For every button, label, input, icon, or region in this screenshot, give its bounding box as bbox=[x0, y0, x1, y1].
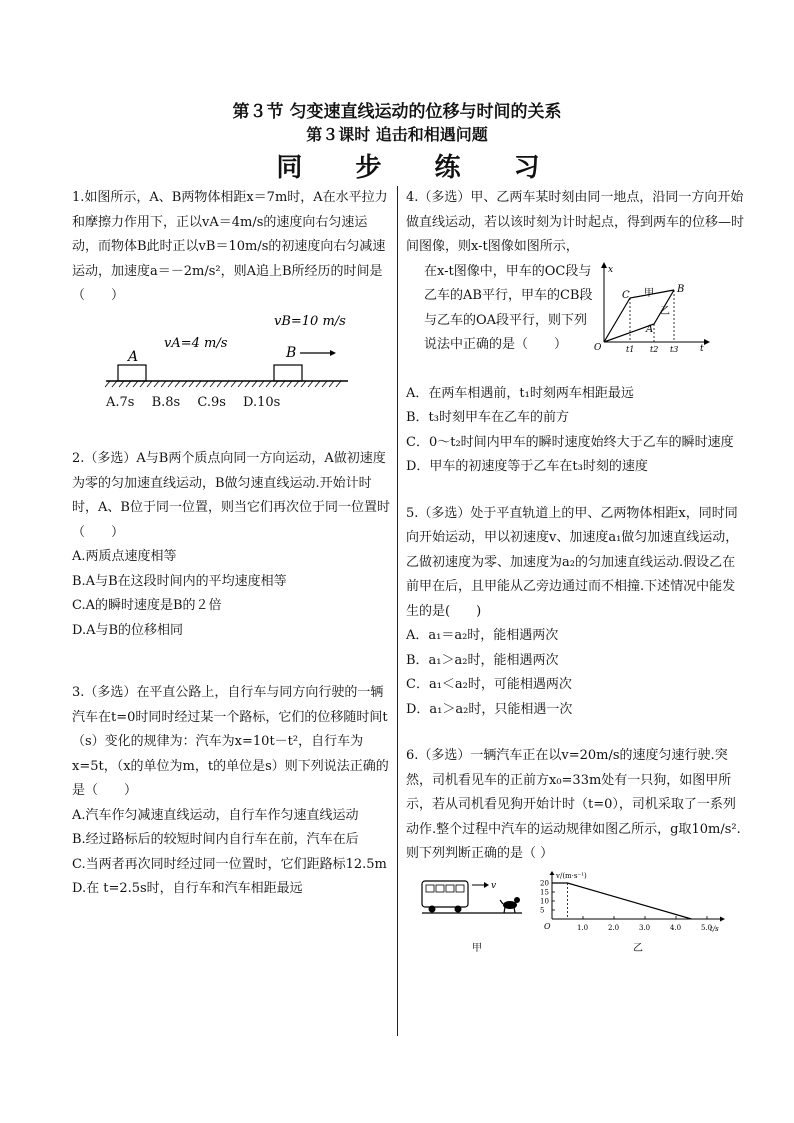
section-heading: 同 步 练 习 bbox=[276, 153, 562, 183]
figure-yi-label: 乙 bbox=[633, 942, 643, 954]
question-1-options: A.7s B.8s C.9s D.10s bbox=[106, 394, 281, 410]
yi-label: 乙 bbox=[660, 305, 670, 317]
question-3-text: 3.（多选）在平直公路上，自行车与同方向行驶的一辆汽车在t=0时同时经过某一个路标，它们的位移随时间t（s）变化的规律为：汽车为x=10t－t²，自行车为x=5t，（x的单位为m，t的单位是s）则下列说法正确的是（ ） bbox=[72, 685, 389, 798]
vt-xtick-label: 2.0 bbox=[608, 923, 620, 932]
q5-option-a: A．a₁＝a₂时，能相遇两次 bbox=[406, 628, 559, 643]
vt-origin: O bbox=[544, 921, 551, 931]
t-axis-label: t bbox=[700, 343, 704, 352]
question-4-graph bbox=[592, 262, 710, 352]
q2-option-d: D.A与B的位移相同 bbox=[72, 622, 184, 638]
q4-option-c: C．0～t₂时间内甲车的瞬时速度始终大于乙车的瞬时速度 bbox=[406, 434, 734, 450]
q2-option-b: B.A与B在这段时间内的平均速度相等 bbox=[72, 573, 287, 589]
page-title: 第３节 匀变速直线运动的位移与时间的关系 bbox=[232, 102, 562, 122]
block-a-label: A bbox=[128, 348, 139, 365]
question-4-text-b: 在x-t图像中，甲车的OC段与乙车的AB平行，甲车的CB段与乙车的OA段平行，则下列说法中正确的是（ ） bbox=[424, 263, 593, 352]
block-a bbox=[118, 365, 146, 381]
vt-ylabel: v/(m·s⁻¹) bbox=[556, 871, 587, 880]
q5-option-d: D．a₁＞a₂时，只能相遇一次 bbox=[406, 701, 573, 717]
figure-jia-label: 甲 bbox=[472, 942, 482, 954]
q4-option-d: D．甲车的初速度等于乙车在t₃时刻的速度 bbox=[406, 459, 648, 474]
vt-ytick-label: 5 bbox=[540, 906, 545, 914]
origin-label: O bbox=[594, 342, 602, 352]
block-b bbox=[274, 365, 302, 381]
question-5-text: 5.（多选）处于平直轨道上的甲、乙两物体相距x，同时同向开始运动，甲以初速度v、加速度a₁做匀加速直线运动，乙做初速度为零、加速度为a₂的匀加速直线运动.假设乙在前甲在后，且甲能从乙旁边通过而不相撞.下述情况中能发生的是( ) bbox=[406, 505, 739, 619]
t3-label: t3 bbox=[670, 344, 679, 352]
question-4-text-a: 4.（多选）甲、乙两车某时刻由同一地点，沿同一方向开始做直线运动，若以该时刻为计时起点，得到两车的位移—时间图像，则x-t图像如图所示， bbox=[406, 190, 745, 254]
question-1-text: 1.如图所示，A、B两物体相距x＝7m时，A在水平拉力和摩擦力作用下，正以vA＝4m/s的速度向右匀速运动，而物体B此时正以vB＝10m/s的初速度向右匀减速运动，加速度a＝－2m/s²，则A追上B所经历的时间是（ ） bbox=[72, 190, 388, 303]
t1-label: t1 bbox=[626, 344, 635, 352]
q5-option-c: C．a₁＜a₂时，可能相遇两次 bbox=[406, 677, 572, 692]
left-column bbox=[72, 186, 390, 902]
vt-xtick-label: 3.0 bbox=[639, 923, 651, 932]
vt-ytick-label: 20 bbox=[540, 879, 549, 887]
vt-chart bbox=[540, 871, 725, 933]
bus-icon bbox=[422, 881, 468, 913]
vt-xtick-label: 5.0 bbox=[701, 923, 713, 932]
q3-option-c: C.当两者再次同时经过同一位置时，它们距路标12.5m bbox=[72, 856, 387, 872]
vt-series-line bbox=[552, 883, 692, 919]
q3-option-a: A.汽车作匀减速直线运动，自行车作匀速直线运动 bbox=[72, 807, 359, 823]
vt-xtick-label: 1.0 bbox=[577, 923, 589, 932]
q2-option-a: A.两质点速度相等 bbox=[72, 549, 177, 564]
block-b-label: B bbox=[286, 344, 297, 361]
q3-option-d: D.在 t=2.5s时，自行车和汽车相距最远 bbox=[72, 881, 303, 896]
q5-option-b: B．a₁＞a₂时，能相遇两次 bbox=[406, 652, 559, 668]
ground-hatch bbox=[105, 381, 341, 387]
point-a: A bbox=[646, 323, 654, 335]
point-b: B bbox=[677, 283, 685, 295]
x-axis-label: x bbox=[608, 264, 614, 275]
jia-label: 甲 bbox=[644, 287, 654, 299]
t2-label: t2 bbox=[650, 344, 659, 352]
q4-option-a: A．在两车相遇前，t₁时刻两车相距最远 bbox=[406, 385, 634, 401]
right-column bbox=[406, 186, 746, 957]
question-2-text: 2.（多选）A与B两个质点向同一方向运动，A做初速度为零的匀加速直线运动，B做匀速直线运动.开始计时时，A、B位于同一位置，则当它们再次位于同一位置时（ ） bbox=[72, 451, 390, 540]
question-6-figure bbox=[420, 871, 730, 957]
v-arrow-label: v bbox=[491, 880, 497, 891]
vt-ytick-label: 15 bbox=[540, 888, 549, 896]
vb-arrowhead bbox=[330, 350, 336, 356]
question-1-figure bbox=[102, 309, 402, 391]
q4-option-b: B．t₃时刻甲车在乙车的前方 bbox=[406, 410, 569, 425]
vt-ytick-label: 10 bbox=[540, 897, 549, 905]
q2-option-c: C.A的瞬时速度是B的２倍 bbox=[72, 598, 222, 613]
va-label: vA=4 m/s bbox=[164, 335, 228, 351]
point-c: C bbox=[622, 289, 630, 301]
vt-xlabel: t/s bbox=[710, 924, 719, 933]
q3-option-b: B.经过路标后的较短时间内自行车在前，汽车在后 bbox=[72, 832, 359, 847]
vt-xtick-label: 4.0 bbox=[670, 923, 682, 932]
vb-label: vB=10 m/s bbox=[274, 313, 346, 329]
dog-icon bbox=[500, 897, 520, 913]
page-subtitle: 第３课时 追击和相遇问题 bbox=[306, 125, 488, 144]
question-6-text: 6.（多选）一辆汽车正在以v=20m/s的速度匀速行驶.突然，司机看见车的正前方x₀=33m处有一只狗，如图甲所示，若从司机看见狗开始计时（t=0），司机采取了一系列动作.整个过程中汽车的运动规律如图乙所示，g取10m/s².则下列判断正确的是（ ） bbox=[406, 748, 741, 861]
